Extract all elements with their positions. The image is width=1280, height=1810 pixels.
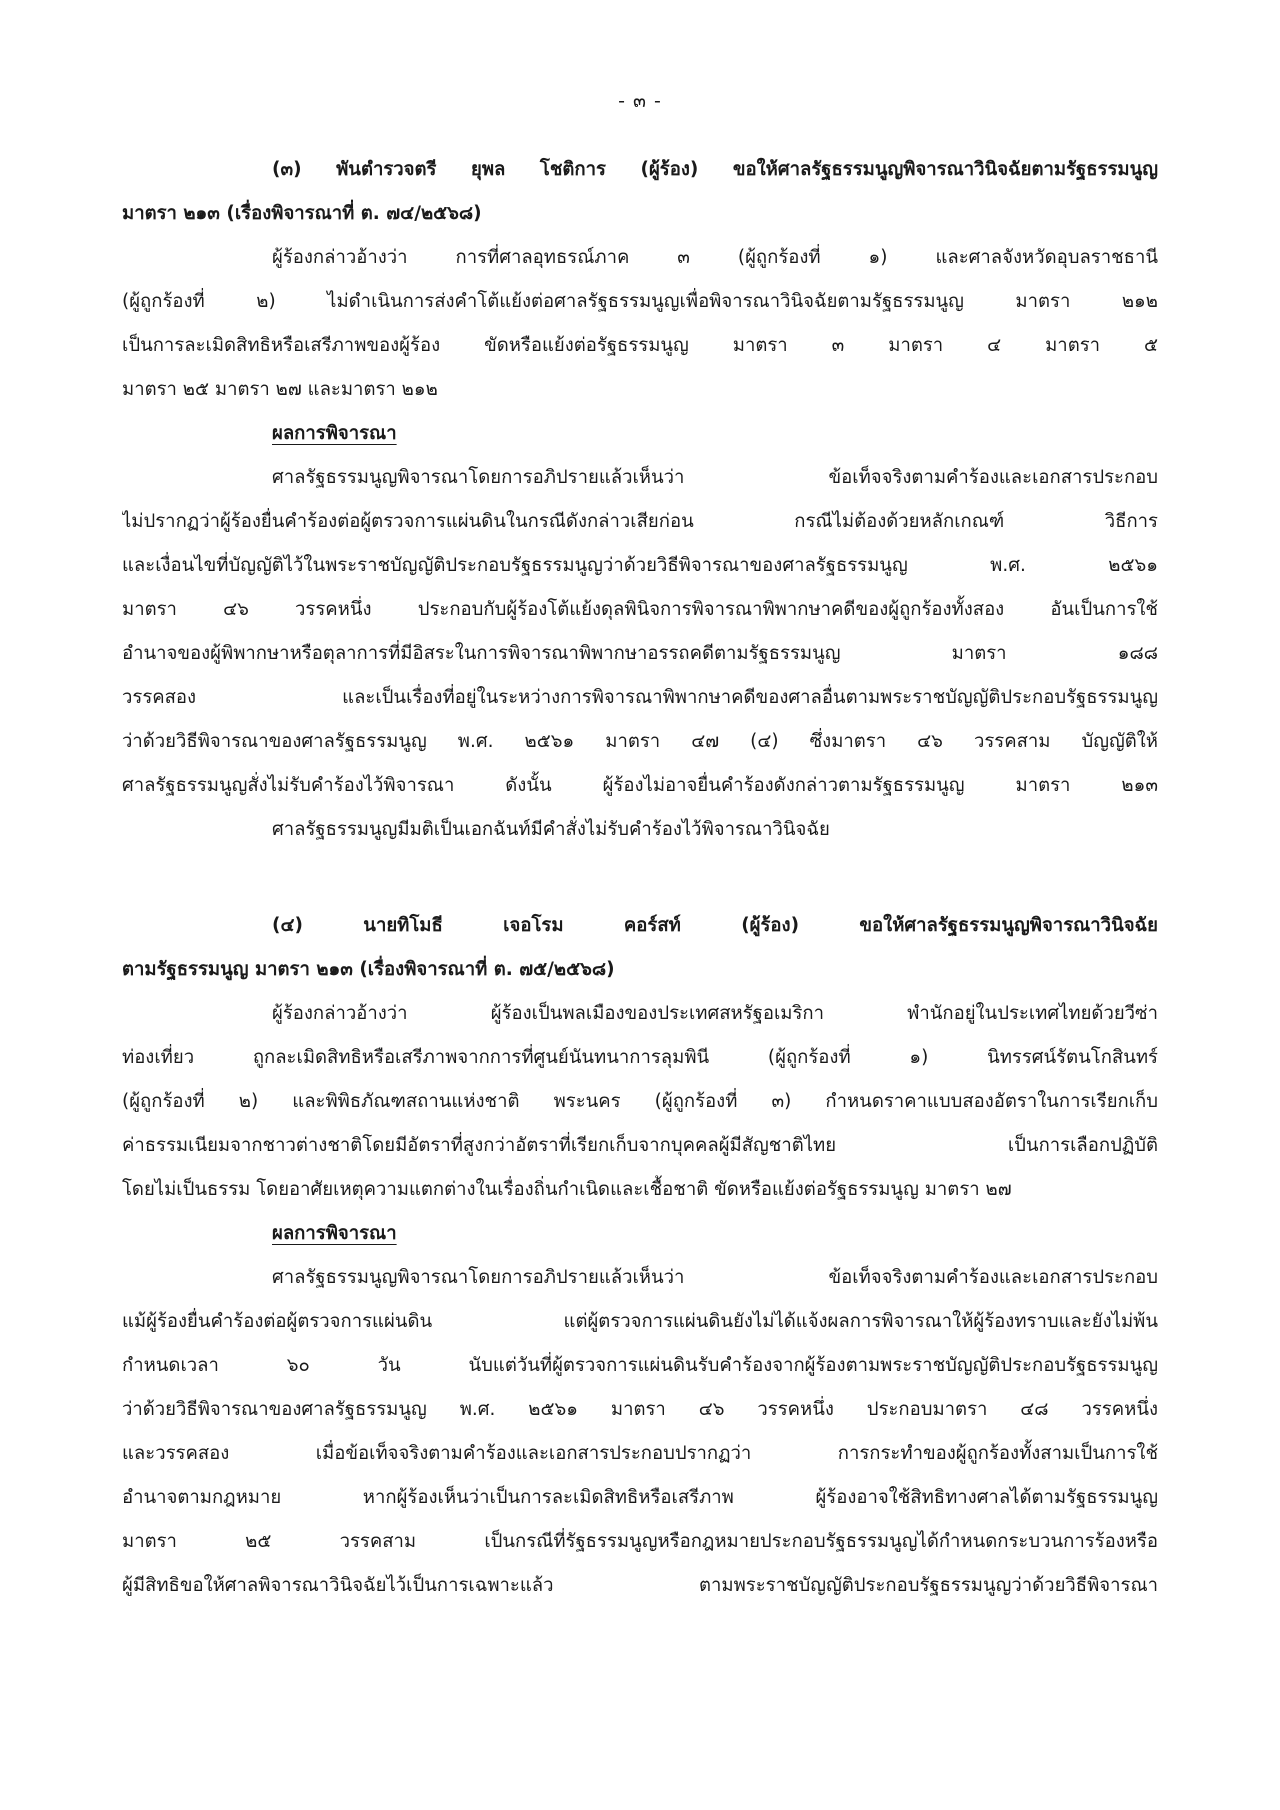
claim-line: (ผู้ถูกร้องที่ ๒) ไม่ดำเนินการส่งคำโต้แย้งต่อศาลรัฐธรรมนูญเพื่อพิจารณาวินิจฉัยตามรัฐธรรมนูญ มาตรา ๒๑๒: [122, 291, 1158, 312]
result-line: แม้ผู้ร้องยื่นคำร้องต่อผู้ตรวจการแผ่นดิน แต่ผู้ตรวจการแผ่นดินยังไม่ได้แจ้งผลการพิจารณาให้ผู้ร้องทราบและยังไม่พ้น: [122, 1311, 1158, 1332]
result-line: ไม่ปรากฏว่าผู้ร้องยื่นคำร้องต่อผู้ตรวจการแผ่นดินในกรณีดังกล่าวเสียก่อน กรณีไม่ต้องด้วยหลักเกณฑ์ วิธีการ: [122, 511, 1158, 532]
result-line: ศาลรัฐธรรมนูญพิจารณาโดยการอภิปรายแล้วเห็นว่า ข้อเท็จจริงตามคำร้องและเอกสารประกอบ: [272, 1267, 1158, 1288]
result-line: อำนาจของผู้พิพากษาหรือตุลาการที่มีอิสระในการพิจารณาพิพากษาอรรถคดีตามรัฐธรรมนูญ มาตรา ๑๘๘: [122, 643, 1158, 664]
resolution-line: ศาลรัฐธรรมนูญมีมติเป็นเอกฉันท์มีคำสั่งไม่รับคำร้องไว้พิจารณาวินิจฉัย: [272, 819, 830, 840]
claim-line: เป็นการละเมิดสิทธิหรือเสรีภาพของผู้ร้อง ขัดหรือแย้งต่อรัฐธรรมนูญ มาตรา ๓ มาตรา ๔ มาตรา ๕: [122, 335, 1158, 356]
result-line: วรรคสอง และเป็นเรื่องที่อยู่ในระหว่างการพิจารณาพิพากษาคดีของศาลอื่นตามพระราชบัญญัติประกอบรัฐธรรมนูญ: [122, 687, 1158, 708]
claim-line: ค่าธรรมเนียมจากชาวต่างชาติโดยมีอัตราที่สูงกว่าอัตราที่เรียกเก็บจากบุคคลผู้มีสัญชาติไทย เป็นการเลือกปฏิบัติ: [122, 1135, 1158, 1156]
result-line: และวรรคสอง เมื่อข้อเท็จจริงตามคำร้องและเอกสารประกอบปรากฏว่า การกระทำของผู้ถูกร้องทั้งสามเป็นการใช้: [122, 1443, 1158, 1464]
result-line: ศาลรัฐธรรมนูญสั่งไม่รับคำร้องไว้พิจารณา ดังนั้น ผู้ร้องไม่อาจยื่นคำร้องดังกล่าวตามรัฐธรรมนูญ มาตรา ๒๑๓: [122, 775, 1158, 796]
result-line: ว่าด้วยวิธีพิจารณาของศาลรัฐธรรมนูญ พ.ศ. ๒๕๖๑ มาตรา ๔๖ วรรคหนึ่ง ประกอบมาตรา ๔๘ วรรคหนึ่ง: [122, 1399, 1158, 1420]
case-header-line: ตามรัฐธรรมนูญ มาตรา ๒๑๓ (เรื่องพิจารณาที่ ต. ๗๕/๒๕๖๘): [122, 959, 615, 980]
result-heading: ผลการพิจารณา: [272, 1223, 397, 1244]
result-line: ผู้มีสิทธิขอให้ศาลพิจารณาวินิจฉัยไว้เป็นการเฉพาะแล้ว ตามพระราชบัญญัติประกอบรัฐธรรมนูญว่าด้วยวิธีพิจารณา: [122, 1575, 1158, 1596]
claim-line: ท่องเที่ยว ถูกละเมิดสิทธิหรือเสรีภาพจากการที่ศูนย์นันทนาการลุมพินี (ผู้ถูกร้องที่ ๑) นิทรรศน์รัตนโกสินทร์: [122, 1047, 1158, 1068]
result-heading: ผลการพิจารณา: [272, 423, 397, 444]
case-section-3: [122, 148, 1158, 852]
case-header-line: มาตรา ๒๑๓ (เรื่องพิจารณาที่ ต. ๗๔/๒๕๖๘): [122, 203, 482, 224]
result-heading-row: [122, 412, 1158, 456]
result-line: และเงื่อนไขที่บัญญัติไว้ในพระราชบัญญัติประกอบรัฐธรรมนูญว่าด้วยวิธีพิจารณาของศาลรัฐธรรมนูญ พ.ศ. ๒๕๖๑: [122, 555, 1158, 576]
page-number: - ๓ -: [618, 90, 662, 112]
claim-line: ผู้ร้องกล่าวอ้างว่า ผู้ร้องเป็นพลเมืองของประเทศสหรัฐอเมริกา พำนักอยู่ในประเทศไทยด้วยวีซ่า: [272, 1003, 1158, 1024]
result-heading-row: [122, 1212, 1158, 1256]
result-line: ว่าด้วยวิธีพิจารณาของศาลรัฐธรรมนูญ พ.ศ. ๒๕๖๑ มาตรา ๔๗ (๔) ซึ่งมาตรา ๔๖ วรรคสาม บัญญัติให้: [122, 731, 1158, 752]
result-line: มาตรา ๔๖ วรรคหนึ่ง ประกอบกับผู้ร้องโต้แย้งดุลพินิจการพิจารณาพิพากษาคดีของผู้ถูกร้องทั้งสอง อันเป็นการใช้: [122, 599, 1158, 620]
claim-line: มาตรา ๒๕ มาตรา ๒๗ และมาตรา ๒๑๒: [122, 379, 438, 400]
claim-line: (ผู้ถูกร้องที่ ๒) และพิพิธภัณฑสถานแห่งชาติ พระนคร (ผู้ถูกร้องที่ ๓) กำหนดราคาแบบสองอัตราในการเรียกเก็บ: [122, 1091, 1158, 1112]
claim-line: โดยไม่เป็นธรรม โดยอาศัยเหตุความแตกต่างในเรื่องถิ่นกำเนิดและเชื้อชาติ ขัดหรือแย้งต่อรัฐธรรมนูญ มาตรา ๒๗: [122, 1179, 1012, 1200]
case-header-line: (๔) นายทิโมธี เจอโรม คอร์สท์ (ผู้ร้อง) ขอให้ศาลรัฐธรรมนูญพิจารณาวินิจฉัย: [272, 915, 1158, 936]
case-header-line: (๓) พันตำรวจตรี ยุพล โชติการ (ผู้ร้อง) ขอให้ศาลรัฐธรรมนูญพิจารณาวินิจฉัยตามรัฐธรรมนูญ: [272, 159, 1158, 180]
claim-line: ผู้ร้องกล่าวอ้างว่า การที่ศาลอุทธรณ์ภาค ๓ (ผู้ถูกร้องที่ ๑) และศาลจังหวัดอุบลราชธานี: [272, 247, 1158, 268]
case-section-4: [122, 904, 1158, 1608]
result-line: กำหนดเวลา ๖๐ วัน นับแต่วันที่ผู้ตรวจการแผ่นดินรับคำร้องจากผู้ร้องตามพระราชบัญญัติประกอบรัฐธรรมนูญ: [122, 1355, 1158, 1376]
result-line: มาตรา ๒๕ วรรคสาม เป็นกรณีที่รัฐธรรมนูญหรือกฎหมายประกอบรัฐธรรมนูญได้กำหนดกระบวนการร้องหรือ: [122, 1531, 1158, 1552]
result-line: อำนาจตามกฎหมาย หากผู้ร้องเห็นว่าเป็นการละเมิดสิทธิหรือเสรีภาพ ผู้ร้องอาจใช้สิทธิทางศาลได้ตามรัฐธรรมนูญ: [122, 1487, 1158, 1508]
result-line: ศาลรัฐธรรมนูญพิจารณาโดยการอภิปรายแล้วเห็นว่า ข้อเท็จจริงตามคำร้องและเอกสารประกอบ: [272, 467, 1158, 488]
